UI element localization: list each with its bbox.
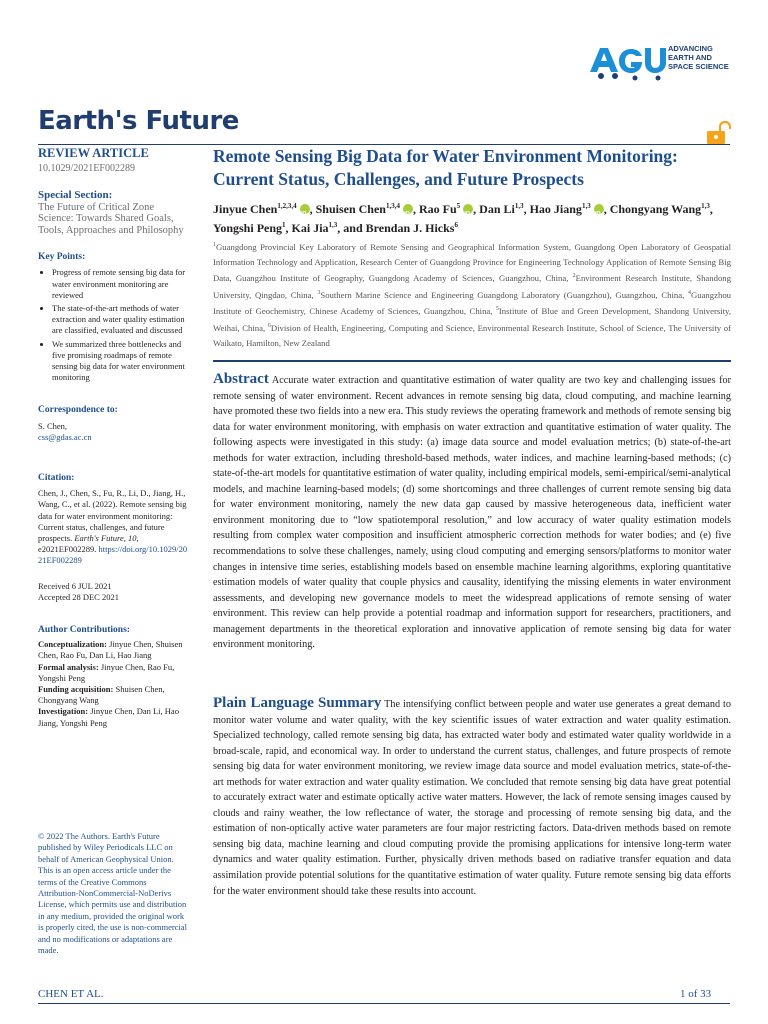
author: Rao Fu <box>418 202 457 216</box>
page-number: 1 of 33 <box>680 988 712 1000</box>
key-points-list <box>38 267 188 383</box>
special-section-label: Special Section: <box>38 189 113 202</box>
pls-heading: Plain Language Summary <box>213 695 382 711</box>
key-point: • The state-of-the-art methods of water extraction and water quality estimation are classified, evaluated and discussed <box>52 303 188 337</box>
copyright-notice: © 2022 The Authors. Earth's Future published by Wiley Periodicals LLC on behalf of American Geophysical Union. This is an open access article under the terms of the Creative Commons Attribution-NonCommercial-NoDerivs License, which permits use and distribution in any medium, provided the original work is properly cited, the use is non-commercial and no modifications or adaptations are made. <box>38 831 187 956</box>
author-affiliation-sup: 1,3 <box>701 202 710 210</box>
author-affiliation-sup: 1,3 <box>328 221 338 229</box>
citation: Chen, J., Chen, S., Fu, R., Li, D., Jiang, H., Wang, C., et al. (2022). Remote sensing big data for water environment monitoring: Current status, challenges, and future prospects. Earth's Future, 10, e2021EF002289. https://doi.org/10.1029/2021EF002289 <box>38 488 188 566</box>
abstract <box>213 372 731 653</box>
contribution: Formal analysis: Jinyue Chen, Rao Fu, Yongshi Peng <box>38 661 175 683</box>
pls-text: The intensifying conflict between people and water use generates a great demand to monitor water volume and water quality, with the key scientific issues of water extraction and water quality estimation. Specialized technology, called remote sensing big data, has extracted water body and estimated water quality worldwide in a broad-scale, rapid, and economical way. In order to understand the current status, challenges, and future prospects of remote sensing big data for water environment monitoring, we review image data source and model evaluation metrics, state-of-the-art methods for water extraction and water quality estimation. We concluded that remote sensing big data have great potential to accurately extract water and estimate optically active water matters. However, the lack of remote sensing images caused by clouds and rainy weather, the low reflectance of water, the storage and processing of remote sensing big data, and the estimation of non-optically active water parameters are four major restricting factors. Data-driven methods based on remote sensing big data, machine learning and cloud computing provide the promising applications for intensive long-term water dynamics and water quality estimation. Further, physically driven methods based on radiative transfer equation and data assimilation provide potential solutions for the quantitative estimation of water quality. Future remote sensing big data efforts for the water environment should take these results into account. <box>213 699 731 897</box>
author-affiliation-sup: 1,3,4 <box>385 202 400 210</box>
key-points-label: Key Points: <box>38 252 86 263</box>
author: Jinyue Chen <box>213 202 278 216</box>
left-column <box>38 148 188 729</box>
author: Brendan J. Hicks <box>365 221 455 235</box>
author-affiliation-sup: 6 <box>454 221 458 229</box>
citation-label: Citation: <box>38 472 75 483</box>
article-type: REVIEW ARTICLE <box>38 146 149 160</box>
abstract-text: Accurate water extraction and quantitative estimation of water quality are two key and challenging issues for remote sensing of water environment. Recent advances in remote sensing big data, cloud computing, and machine learning have promoted these two fields into a new era. This study reviews the operating framework and methods of remote sensing big data for water environment monitoring, with emphasis on water extraction and quantitative estimation of water quality. The following aspects were investigated in this study: (a) image data source and model evaluation metrics; (b) state-of-the-art methods for water extraction, including threshold-based methods, water indices, and machine learning-based methods; (c) state-of-the-art models for quantitative estimation of water quality, including empirical models, semi-empirical/semi-analytical models, and machine learning-based models; (d) some shortcomings and three challenges of current remote sensing big data for water environment monitoring, namely the new data gap caused by massive heterogeneous data, inefficient water environment monitoring due to “low spatiotemporal resolution,” and low accuracy of water quality estimation models resulting from complex water composition and insufficient atmospheric correction methods for water bodies; and (e) five recommendations to solve these challenges, namely, using cloud computing and emerging sensors/platforms to monitor water changes in intensive time series, establishing models based on ensemble machine learning algorithms, exploring quantitative estimation models of water quality that couple physics and causality, identifying the missing elements in water environment assessments, and developing new governance models to meet the widespread applications of remote sensing of water environment. This review can help provide a potential roadmap and information support for researchers, practitioners, and management departments in the theoretical exploration and innovative application of remote sensing big data for water environment monitoring. <box>213 375 732 651</box>
doi: 10.1029/2021EF002289 <box>38 163 135 175</box>
orcid-icon[interactable] <box>300 204 310 214</box>
author-affiliation-sup: 1 <box>282 221 286 229</box>
author-list: Jinyue Chen$^{1,2,3,4}$ iD , Shuisen Chen$^{1,3,4}$ iD , Rao Fu$^5$ iD , Dan Li$^{1,3}$, Hao Jiang$^{1,3}$ iD , Chongyang Wang$^{1,3}$, Yongshi Peng$^1$, Kai Jia$^{1,3}$, and Brendan J. Hicks$^6$ <box>213 198 731 236</box>
contribution: Conceptualization: Jinyue Chen, Shuisen Chen, Rao Fu, Dan Li, Hao Jiang <box>38 639 183 661</box>
footer-authors: CHEN ET AL. <box>38 988 104 1000</box>
key-point: • We summarized three bottlenecks and five promising roadmaps of remote sensing big data for water environment monitoring <box>52 339 188 384</box>
author: Chongyang Wang <box>609 202 702 216</box>
agu-tagline: ADVANCING EARTH AND SPACE SCIENCE <box>668 44 729 71</box>
correspondence-label: Correspondence to: <box>38 405 118 416</box>
key-point: • Progress of remote sensing big data for water environment monitoring are reviewed <box>52 267 188 301</box>
author-affiliation-sup: 1,3 <box>581 202 591 210</box>
orcid-icon[interactable] <box>594 204 604 214</box>
contributions <box>38 639 188 729</box>
article-title: Remote Sensing Big Data for Water Environment Monitoring: Current Status, Challenges, and Future Prospects <box>213 146 678 189</box>
journal-name: Earth's Future <box>38 106 239 136</box>
accepted-date: Accepted 28 DEC 2021 <box>38 591 119 602</box>
citation-doi-link[interactable]: https://doi.org/10.1029/2021EF002289 <box>38 544 188 566</box>
contribution: Funding acquisition: Shuisen Chen, Chongyang Wang <box>38 684 165 706</box>
author-affiliation-sup: 5 <box>456 202 461 210</box>
author: Yongshi Peng <box>213 221 283 235</box>
special-section-title: The Future of Critical Zone Science: Towards Shared Goals, Tools, Approaches and Philosophy <box>38 201 184 236</box>
received-date: Received 6 JUL 2021 <box>38 580 112 591</box>
abstract-rule <box>213 360 731 362</box>
author: Kai Jia <box>291 221 329 235</box>
open-access-icon <box>706 121 732 145</box>
contribution: Investigation: Jinyue Chen, Dan Li, Hao Jiang, Yongshi Peng <box>38 706 179 728</box>
correspondence-name: S. Chen, <box>38 420 68 431</box>
author-affiliation-sup: 1,2,3,4 <box>277 202 297 210</box>
abstract-heading: Abstract <box>213 371 269 387</box>
author: Hao Jiang <box>529 202 582 216</box>
license-link[interactable]: Creative Commons Attribution-NonCommercial-NoDerivs <box>38 876 172 899</box>
correspondence-email[interactable]: css@gdas.ac.cn <box>38 431 92 442</box>
footer-rule <box>38 1003 730 1004</box>
plain-language-summary <box>213 696 731 899</box>
contrib-label: Author Contributions: <box>38 624 130 635</box>
author: Shuisen Chen <box>315 202 386 216</box>
orcid-icon[interactable] <box>463 204 473 214</box>
affiliations: $^1$Guangdong Provincial Key Laboratory of Remote Sensing and Geographical Information System, Guangdong Open Laboratory of Geospatial Information Technology and Application, Research Center of Guangdong Province for Engineering Technology Application of Remote Sensing Big Data, Guangzhou Institute of Geography, Guangdong Academy of Sciences, Guangzhou, China, $^2$Environment Research Institute, Shandong University, Qingdao, China, $^3$Southern Marine Science and Engineering Guangdong Laboratory (Guangzhou), Guangzhou, China, $^4$Guangzhou Institute of Geochemistry, Chinese Academy of Sciences, Guangzhou, China, $^5$Institute of Blue and Green Development, Shandong University, Weihai, China, $^6$Division of Health, Engineering, Computing and Science, Environmental Research Institute, School of Science, The University of Waikato, Hamilton, New Zealand <box>213 241 732 348</box>
author: Dan Li <box>479 202 515 216</box>
orcid-icon[interactable] <box>403 204 413 214</box>
author-affiliation-sup: 1,3 <box>514 202 524 210</box>
